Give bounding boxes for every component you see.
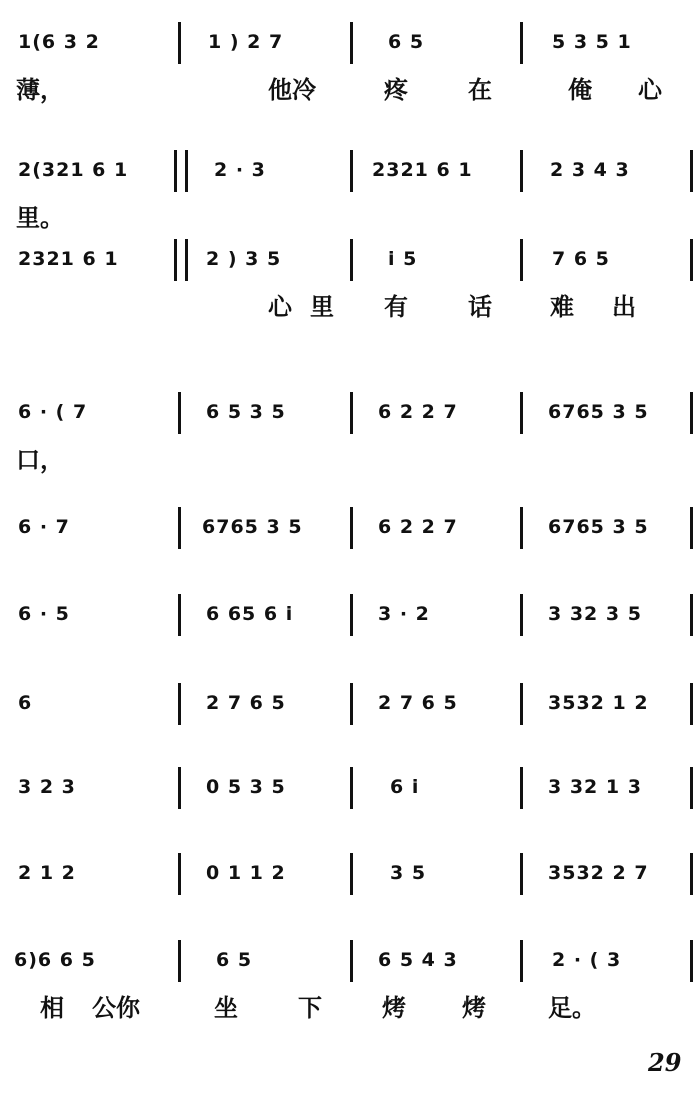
measure: 7 6 5 — [552, 248, 610, 270]
measure: 6 2 2 7 — [378, 516, 458, 538]
lyrics-line — [0, 70, 700, 106]
measure: 6 5 3 5 — [206, 401, 286, 423]
lyric: 相 — [40, 993, 64, 1022]
barline — [690, 767, 693, 809]
lyric: 薄， — [16, 75, 64, 104]
barline — [178, 594, 181, 636]
repeat-barline — [174, 239, 188, 281]
measure: 6 — [18, 692, 33, 714]
lyric: 坐 — [214, 993, 238, 1022]
barline — [690, 853, 693, 895]
barline — [690, 507, 693, 549]
measure: 6 · ( 7 — [18, 401, 88, 423]
barline — [178, 767, 181, 809]
measure: 6 · 5 — [18, 603, 70, 625]
measure: 0 1 1 2 — [206, 862, 286, 884]
barline — [520, 150, 523, 192]
measure: 6 · 7 — [18, 516, 70, 538]
measure: 5 3 5 1 — [552, 31, 632, 53]
measure: 3 32 1 3 — [548, 776, 642, 798]
lyrics-line — [0, 440, 700, 476]
lyric: 有 — [384, 292, 408, 321]
lyrics-line — [0, 988, 700, 1024]
measure: 6765 3 5 — [202, 516, 303, 538]
barline — [350, 853, 353, 895]
lyric: 烤 — [382, 993, 406, 1022]
barline — [350, 767, 353, 809]
measure: 6765 3 5 — [548, 516, 649, 538]
measure: 3 · 2 — [378, 603, 430, 625]
measure: 2(321 6 1 — [18, 159, 129, 181]
notation-line — [0, 938, 700, 982]
lyric: 下 — [298, 993, 322, 1022]
notation-line — [0, 505, 700, 549]
lyric: 难 — [550, 292, 574, 321]
measure: 6 5 — [216, 949, 253, 971]
barline — [350, 507, 353, 549]
barline — [690, 594, 693, 636]
measure: 6 5 — [388, 31, 425, 53]
notation-line — [0, 20, 700, 64]
measure: 6 65 6 i — [206, 603, 294, 625]
barline — [690, 940, 693, 982]
barline — [690, 392, 693, 434]
barline — [690, 683, 693, 725]
lyric: 话 — [468, 292, 492, 321]
measure: i 5 — [388, 248, 418, 270]
measure: 2321 6 1 — [18, 248, 119, 270]
lyric: 俺 — [568, 75, 592, 104]
lyrics-line — [0, 198, 700, 234]
measure: 6 2 2 7 — [378, 401, 458, 423]
measure: 3 32 3 5 — [548, 603, 642, 625]
barline — [520, 940, 523, 982]
lyric: 里 — [310, 292, 334, 321]
barline — [690, 239, 693, 281]
barline — [350, 940, 353, 982]
measure: 6)6 6 5 — [14, 949, 96, 971]
notation-line — [0, 237, 700, 281]
measure: 0 5 3 5 — [206, 776, 286, 798]
measure: 2 · ( 3 — [552, 949, 622, 971]
notation-line — [0, 592, 700, 636]
barline — [520, 239, 523, 281]
barline — [350, 22, 353, 64]
measure: 2 1 2 — [18, 862, 76, 884]
barline — [520, 22, 523, 64]
measure: 3 5 — [390, 862, 427, 884]
lyric: 心 — [268, 292, 292, 321]
measure: 2 3 4 3 — [550, 159, 630, 181]
barline — [520, 683, 523, 725]
measure: 2 7 6 5 — [378, 692, 458, 714]
measure: 2 7 6 5 — [206, 692, 286, 714]
page-number: 29 — [648, 1048, 682, 1077]
measure: 2321 6 1 — [372, 159, 473, 181]
measure: 3532 1 2 — [548, 692, 649, 714]
barline — [520, 392, 523, 434]
lyric: 出 — [612, 292, 636, 321]
barline — [350, 392, 353, 434]
barline — [350, 594, 353, 636]
notation-line — [0, 148, 700, 192]
measure: 2 ) 3 5 — [206, 248, 282, 270]
lyrics-line — [0, 287, 700, 323]
lyric: 心 — [638, 75, 662, 104]
measure: 6 i — [390, 776, 420, 798]
barline — [178, 683, 181, 725]
barline — [520, 853, 523, 895]
lyric: 在 — [468, 75, 492, 104]
lyric: 里。 — [16, 203, 64, 232]
lyric: 足。 — [548, 993, 596, 1022]
lyric: 口， — [16, 445, 64, 474]
lyric: 烤 — [462, 993, 486, 1022]
repeat-barline — [174, 150, 188, 192]
measure: 3532 2 7 — [548, 862, 649, 884]
barline — [178, 22, 181, 64]
barline — [178, 392, 181, 434]
measure: 3 2 3 — [18, 776, 76, 798]
notation-line — [0, 390, 700, 434]
lyric: 疼 — [384, 75, 408, 104]
barline — [350, 150, 353, 192]
notation-line — [0, 765, 700, 809]
notation-line — [0, 851, 700, 895]
lyric: 公你 — [92, 993, 140, 1022]
barline — [520, 767, 523, 809]
measure: 1 ) 2 7 — [208, 31, 284, 53]
barline — [690, 150, 693, 192]
lyric: 他冷 — [268, 75, 316, 104]
barline — [520, 507, 523, 549]
notation-line — [0, 681, 700, 725]
measure: 2 · 3 — [214, 159, 266, 181]
measure: 1(6 3 2 — [18, 31, 100, 53]
barline — [350, 239, 353, 281]
barline — [178, 507, 181, 549]
barline — [520, 594, 523, 636]
measure: 6765 3 5 — [548, 401, 649, 423]
barline — [178, 940, 181, 982]
barline — [350, 683, 353, 725]
barline — [178, 853, 181, 895]
measure: 6 5 4 3 — [378, 949, 458, 971]
